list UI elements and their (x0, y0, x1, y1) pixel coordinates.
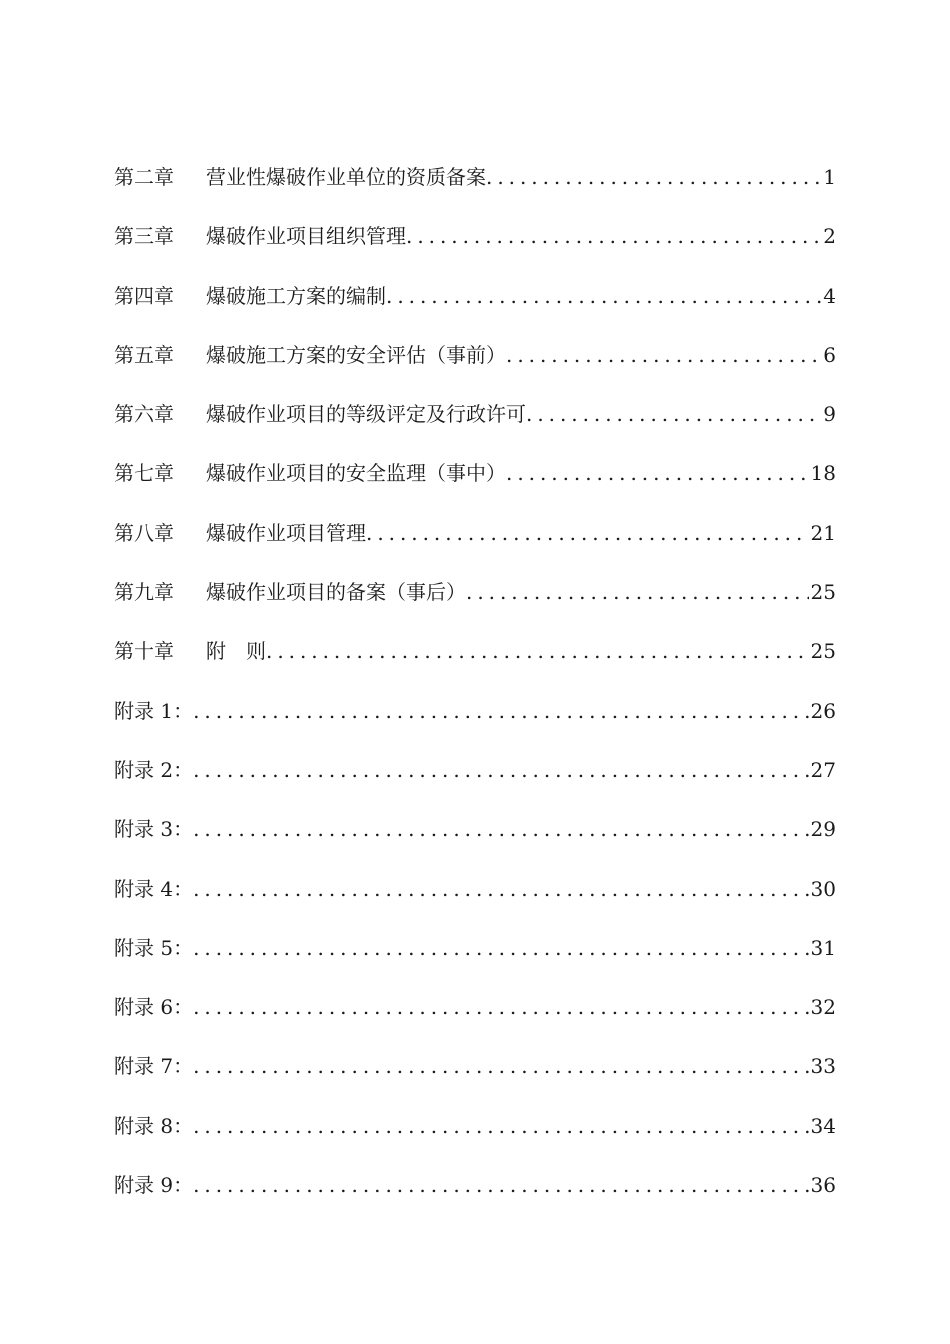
toc-chapter-number: 第七章 (114, 461, 174, 486)
toc-chapter-title: 爆破作业项目管理 (206, 520, 366, 545)
toc-page-number: 34 (810, 1113, 836, 1138)
toc-entry-appendix-1[interactable] (114, 691, 836, 750)
toc-dot-leader (486, 157, 821, 197)
toc-page-number: 4 (823, 283, 836, 308)
toc-dot-leader (193, 809, 808, 849)
toc-dot-leader (386, 276, 821, 316)
toc-page-number: 18 (810, 461, 836, 486)
toc-entry-chapter-7[interactable] (114, 453, 836, 512)
toc-chapter-number: 第五章 (114, 342, 174, 367)
toc-appendix-label: 附录 3： (114, 817, 194, 842)
toc-dot-leader (193, 869, 808, 909)
toc-appendix-label: 附录 4： (114, 876, 194, 901)
toc-page-number: 36 (810, 1173, 836, 1198)
toc-dot-leader (466, 572, 809, 612)
toc-dot-leader (193, 1046, 808, 1086)
toc-chapter-number: 第十章 (114, 639, 174, 664)
toc-entry-chapter-9[interactable] (114, 572, 836, 631)
toc-chapter-number: 第六章 (114, 402, 174, 427)
toc-page-number: 26 (810, 698, 836, 723)
toc-entry-appendix-5[interactable] (114, 928, 836, 987)
toc-appendix-label: 附录 1： (114, 698, 194, 723)
toc-dot-leader (193, 928, 808, 968)
toc-dot-leader (193, 750, 808, 790)
toc-dot-leader (266, 631, 809, 671)
toc-page-number: 33 (810, 1054, 836, 1079)
toc-appendix-label: 附录 5： (114, 935, 194, 960)
toc-page-number: 6 (823, 342, 836, 367)
toc-appendix-label: 附录 7： (114, 1054, 194, 1079)
toc-entry-chapter-5[interactable] (114, 335, 836, 394)
toc-chapter-number: 第二章 (114, 165, 174, 189)
toc-appendix-label: 附录 2： (114, 757, 194, 782)
toc-chapter-title: 爆破施工方案的安全评估（事前） (206, 342, 506, 367)
toc-page-number: 30 (810, 876, 836, 901)
toc-page-number: 9 (823, 402, 836, 427)
toc-appendix-label: 附录 9： (114, 1173, 194, 1198)
table-of-contents (114, 157, 836, 1224)
toc-dot-leader (406, 216, 821, 256)
toc-page-number: 1 (823, 165, 836, 189)
toc-chapter-title: 爆破作业项目的安全监理（事中） (206, 461, 506, 486)
toc-entry-appendix-8[interactable] (114, 1106, 836, 1165)
toc-entry-appendix-9[interactable] (114, 1165, 836, 1224)
toc-entry-appendix-7[interactable] (114, 1046, 836, 1105)
toc-entry-chapter-8[interactable] (114, 513, 836, 572)
toc-chapter-title: 爆破作业项目组织管理 (206, 224, 406, 249)
toc-dot-leader (506, 453, 809, 493)
toc-dot-leader (193, 1165, 808, 1205)
toc-page-number: 31 (810, 935, 836, 960)
toc-entry-appendix-3[interactable] (114, 809, 836, 868)
toc-chapter-title: 爆破作业项目的等级评定及行政许可 (206, 402, 526, 427)
toc-entry-chapter-10[interactable] (114, 631, 836, 690)
toc-chapter-title: 附 则 (206, 639, 266, 664)
toc-page-number: 25 (810, 580, 836, 605)
toc-dot-leader (506, 335, 821, 375)
toc-appendix-label: 附录 6： (114, 995, 194, 1020)
toc-entry-chapter-2[interactable] (114, 157, 836, 216)
toc-dot-leader (193, 691, 808, 731)
toc-chapter-title: 营业性爆破作业单位的资质备案 (206, 165, 486, 189)
toc-page-number: 27 (810, 757, 836, 782)
toc-entry-appendix-6[interactable] (114, 987, 836, 1046)
toc-chapter-number: 第九章 (114, 580, 174, 605)
toc-dot-leader (366, 513, 809, 553)
toc-chapter-number: 第四章 (114, 283, 174, 308)
toc-page-number: 29 (810, 817, 836, 842)
toc-entry-chapter-4[interactable] (114, 276, 836, 335)
toc-entry-appendix-2[interactable] (114, 750, 836, 809)
toc-dot-leader (193, 1106, 808, 1146)
toc-chapter-number: 第八章 (114, 520, 174, 545)
toc-entry-chapter-3[interactable] (114, 216, 836, 275)
toc-page-number: 2 (823, 224, 836, 249)
toc-page-number: 21 (810, 520, 836, 545)
toc-chapter-title: 爆破施工方案的编制 (206, 283, 386, 308)
toc-dot-leader (526, 394, 821, 434)
toc-page-number: 25 (810, 639, 836, 664)
toc-page-number: 32 (810, 995, 836, 1020)
toc-dot-leader (193, 987, 808, 1027)
toc-appendix-label: 附录 8： (114, 1113, 194, 1138)
toc-entry-appendix-4[interactable] (114, 869, 836, 928)
toc-chapter-title: 爆破作业项目的备案（事后） (206, 580, 466, 605)
toc-entry-chapter-6[interactable] (114, 394, 836, 453)
toc-chapter-number: 第三章 (114, 224, 174, 249)
